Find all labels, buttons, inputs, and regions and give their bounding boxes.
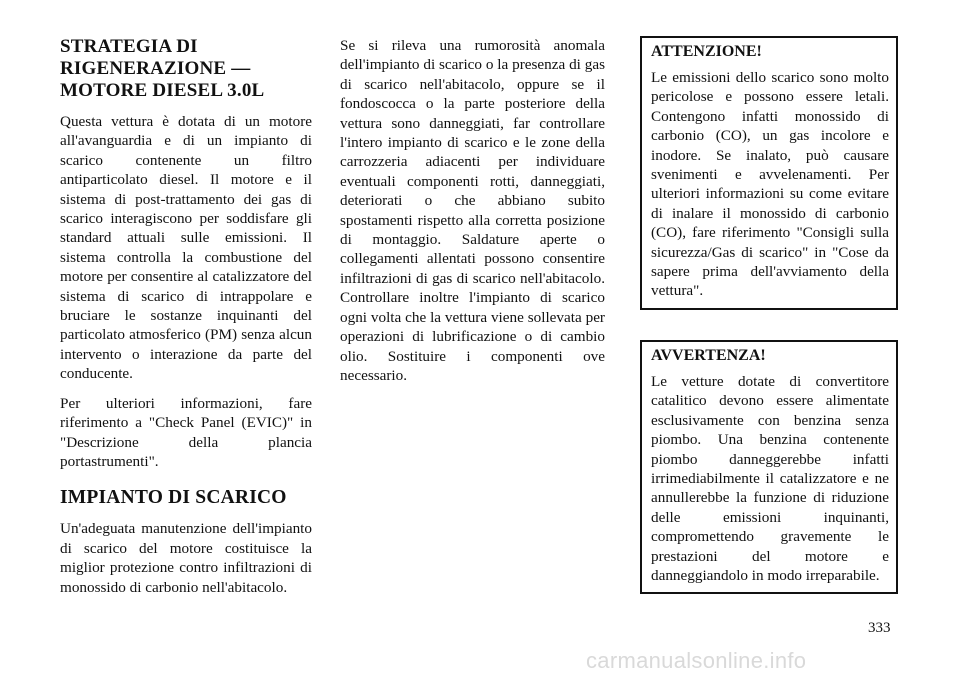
- left-column: [60, 36, 312, 607]
- title-line: STRATEGIA DI: [60, 36, 198, 57]
- title-line: RIGENERAZIONE —: [60, 58, 251, 79]
- reference-paragraph: Per ulteriori informazioni, fare riferimento a "Check Panel (EVIC)" in "Descrizione della plancia portastrumenti".: [60, 394, 312, 470]
- title-line: MOTORE DIESEL 3.0L: [60, 80, 265, 101]
- regeneration-paragraph: Questa vettura è dotata di un motore all'avanguardia e di un impianto di scarico contenente un filtro antiparticolato diesel. Il motore e il sistema di post-trattamento dei gas di scarico interagiscono per soddisfare gli standard attuali sulle emissioni. Il sistema controlla la combustione del motore per consentire al catalizzatore del sistema di scarico di intrappolare e bruciare le sostanze inquinanti del particolato atmosferico (PM) senza alcun intervento o interazione da parte del conducente.: [60, 113, 312, 383]
- warning-heading: ATTENZIONE!: [651, 43, 762, 60]
- middle-column: [340, 36, 605, 395]
- warning-box: [640, 36, 898, 310]
- section-title-regeneration: [60, 36, 312, 102]
- section-title-exhaust: IMPIANTO DI SCARICO: [60, 487, 287, 509]
- caution-heading: AVVERTENZA!: [651, 346, 766, 364]
- exhaust-inspection-paragraph: Se si rileva una rumorosità anomala dell'impianto di scarico o la presenza di gas di scarico nell'abitacolo, oppure se il fondoscocca o la parte posteriore della vettura sono danneggiati, far controllare l'intero impianto di scarico e le zone della carrozzeria adiacenti per individuare eventuali componenti rotti, danneggiati, deteriorati o che abbiano subito spostamenti rispetto alla corretta posizione di montaggio. Saldature aperte o collegamenti allentati possono consentire infiltrazioni di gas di scarico nell'abitacolo. Controllare inoltre l'impianto di scarico ogni volta che la vettura viene sollevata per operazioni di lubrificazione o di cambio olio. Sostituire i componenti ove necessario.: [340, 37, 605, 384]
- exhaust-maintenance-paragraph: Un'adeguata manutenzione dell'impianto di scarico del motore costituisce la miglior protezione contro infiltrazioni di monossido di carbonio nell'abitacolo.: [60, 520, 312, 596]
- caution-box: [640, 340, 898, 594]
- watermark: carmanualsonline.info: [586, 648, 807, 673]
- warning-text: Le emissioni dello scarico sono molto pericolose e possono essere letali. Contengono infatti monossido di carbonio (CO), un gas incolore e inodore. Se inalato, può causare svenimenti e avvelenamenti. Per ulteriori informazioni su come evitare di inalare il monossido di carbonio (CO), fare riferimento "Consigli sulla sicurezza/Gas di scarico" in "Cose da sapere prima dell'avviamento della vettura".: [651, 69, 889, 300]
- caution-text: Le vetture dotate di convertitore catalitico devono essere alimentate esclusivamente con benzina senza piombo. Una benzina contenente piombo danneggerebbe infatti irrimediabilmente il catalizzatore e ne annullerebbe la funzione di riduzione delle emissioni inquinanti, compromettendo gravemente le prestazioni del motore e danneggiandolo in modo irreparabile.: [651, 372, 889, 584]
- page-number: 333: [868, 620, 891, 636]
- right-column: [640, 36, 898, 594]
